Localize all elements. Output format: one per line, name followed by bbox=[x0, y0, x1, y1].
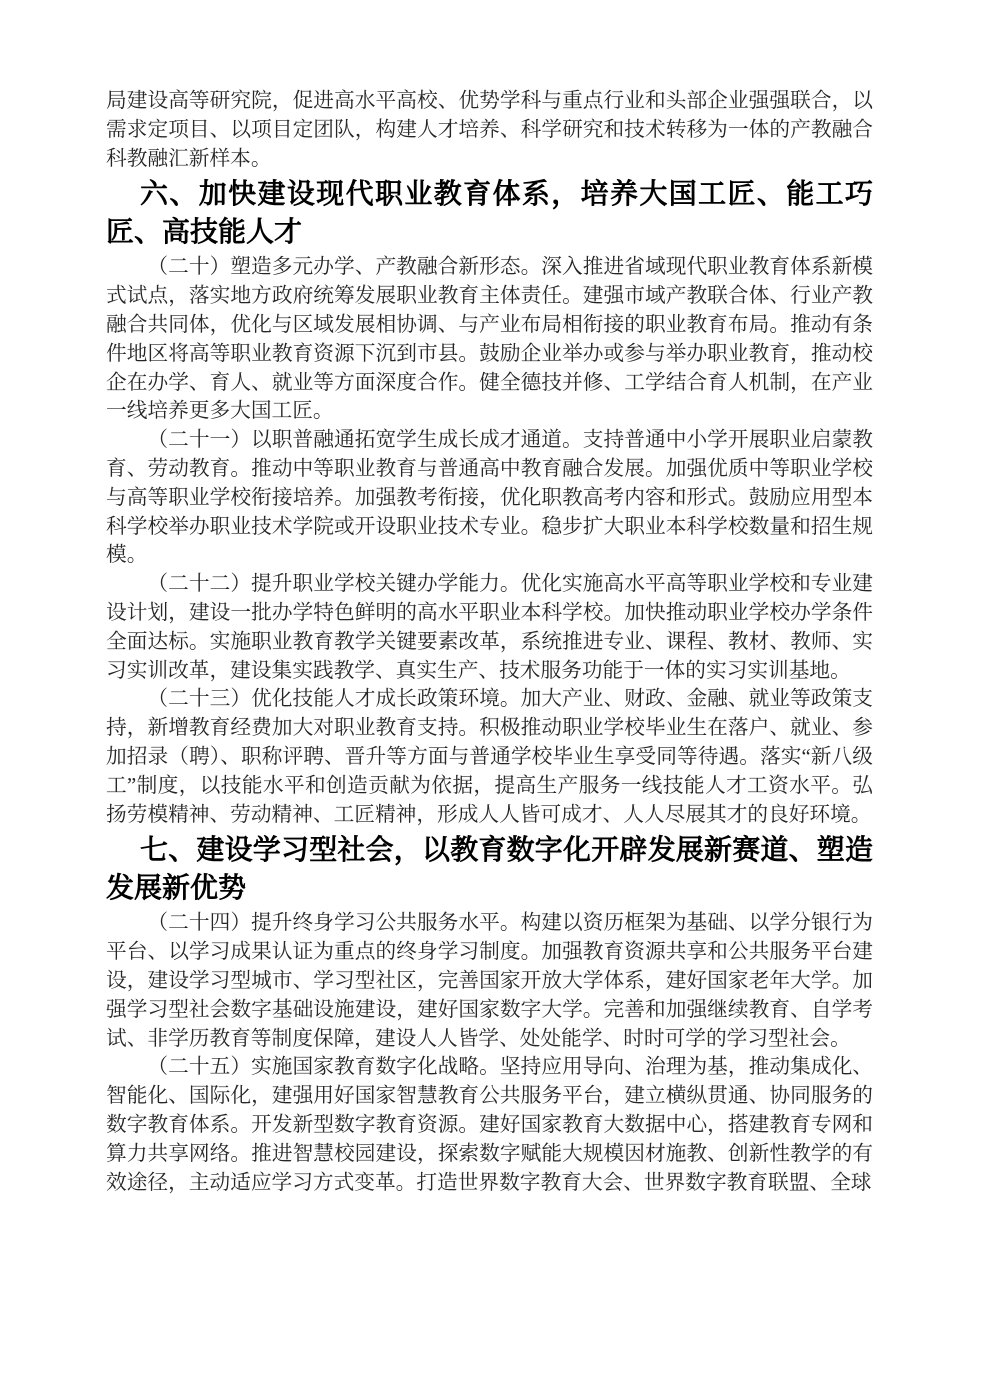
continuation-paragraph: 局建设高等研究院，促进高水平高校、优势学科与重点行业和头部企业强强联合，以需求定项目、以项目定团队，构建人才培养、科学研究和技术转移为一体的产教融合科教融汇新样本。 bbox=[106, 90, 873, 170]
body-paragraph-21: （二十一）以职普融通拓宽学生成长成才通道。支持普通中小学开展职业启蒙教育、劳动教育。推动中等职业教育与普通高中教育融合发展。加强优质中等职业学校与高等职业学校衔接培养。加强教考衔接，优化职教高考内容和形式。鼓励应用型本科学校举办职业技术学院或开设职业技术专业。稳步扩大职业本科学校数量和招生规模。 bbox=[106, 429, 873, 567]
body-paragraph-23: （二十三）优化技能人才成长政策环境。加大产业、财政、金融、就业等政策支持，新增教育经费加大对职业教育支持。积极推动职业学校毕业生在落户、就业、参加招录（聘）、职称评聘、晋升等方面与普通学校毕业生享受同等待遇。落实“新八级工”制度，以技能水平和创造贡献为依据，提高生产服务一线技能人才工资水平。弘扬劳模精神、劳动精神、工匠精神，形成人人皆可成才、人人尽展其才的良好环境。 bbox=[106, 688, 873, 826]
body-paragraph-25: （二十五）实施国家教育数字化战略。坚持应用导向、治理为基，推动集成化、智能化、国际化，建强用好国家智慧教育公共服务平台，建立横纵贯通、协同服务的数字教育体系。开发新型数字教育资源。建好国家教育大数据中心，搭建教育专网和算力共享网络。推进智慧校园建设，探索数字赋能大规模因材施教、创新性教学的有效途径，主动适应学习方式变革。打造世界数字教育大会、世界数字教育联盟、全球 bbox=[106, 1056, 873, 1194]
body-paragraph-20: （二十）塑造多元办学、产教融合新形态。深入推进省域现代职业教育体系新模式试点，落实地方政府统筹发展职业教育主体责任。建强市域产教联合体、行业产教融合共同体，优化与区域发展相协调、与产业布局相衔接的职业教育布局。推动有条件地区将高等职业教育资源下沉到市县。鼓励企业举办或参与举办职业教育，推动校企在办学、育人、就业等方面深度合作。健全德技并修、工学结合育人机制，在产业一线培养更多大国工匠。 bbox=[106, 256, 873, 423]
body-paragraph-22: （二十二）提升职业学校关键办学能力。优化实施高水平高等职业学校和专业建设计划，建设一批办学特色鲜明的高水平职业本科学校。加快推动职业学校办学条件全面达标。实施职业教育教学关键要素改革，系统推进专业、课程、教材、教师、实习实训改革，建设集实践教学、真实生产、技术服务功能于一体的实习实训基地。 bbox=[106, 573, 873, 682]
section-heading-6: 六、加快建设现代职业教育体系，培养大国工匠、能工巧匠、高技能人才 bbox=[106, 178, 873, 248]
document-content bbox=[106, 87, 873, 1197]
body-paragraph-24: （二十四）提升终身学习公共服务水平。构建以资历框架为基础、以学分银行为平台、以学习成果认证为重点的终身学习制度。加强教育资源共享和公共服务平台建设，建设学习型城市、学习型社区，完善国家开放大学体系，建好国家老年大学。加强学习型社会数字基础设施建设，建好国家数字大学。完善和加强继续教育、自学考试、非学历教育等制度保障，建设人人皆学、处处能学、时时可学的学习型社会。 bbox=[106, 912, 873, 1050]
section-heading-7: 七、建设学习型社会，以教育数字化开辟发展新赛道、塑造发展新优势 bbox=[106, 834, 873, 904]
